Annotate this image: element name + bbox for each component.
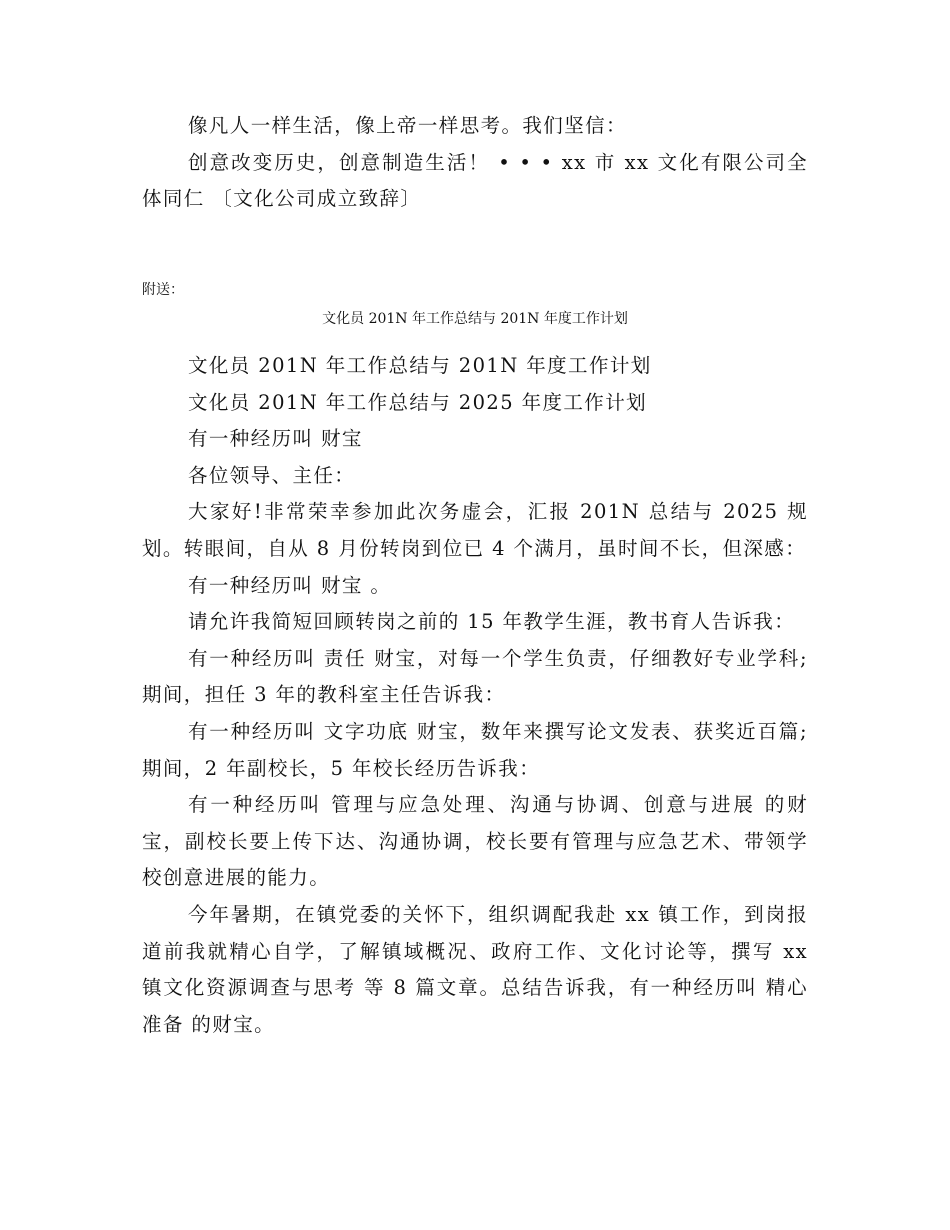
report-body: [142, 348, 808, 1043]
report-paragraph: 有一种经历叫 财宝 。: [188, 573, 392, 597]
intro-paragraph: 创意改变历史，创意制造生活！ • • • xx 市 xx 文化有限公司全体同仁 〔文化公司成立致辞〕: [142, 150, 808, 211]
report-paragraph: 请允许我简短回顾转岗之前的 15 年教学生涯，教书育人告诉我：: [188, 610, 796, 634]
report-paragraph: 文化员 201N 年工作总结与 201N 年度工作计划: [188, 354, 652, 377]
attachment-label: 附送：: [142, 282, 184, 298]
report-paragraph: 今年暑期，在镇党委的关怀下，组织调配我赴 xx 镇工作，到岗报道前我就精心自学，了解镇域概况、政府工作、文化讨论等，撰写 xx 镇文化资源调查与思考 等 8 篇文章。总结告诉我，有一种经历叫 精心准备 的财宝。: [142, 902, 808, 1036]
intro-block: [142, 108, 808, 218]
report-paragraph: 有一种经历叫 管理与应急处理、沟通与协调、创意与进展 的财宝，副校长要上传下达、沟通协调，校长要有管理与应急艺术、带领学校创意进展的能力。: [142, 793, 808, 890]
report-paragraph: 有一种经历叫 责任 财宝，对每一个学生负责，仔细教好专业学科;期间，担任 3 年的教科室主任告诉我：: [142, 646, 808, 707]
report-paragraph: 文化员 201N 年工作总结与 2025 年度工作计划: [188, 390, 648, 414]
attachment-subtitle: 文化员 201N 年工作总结与 201N 年度工作计划: [322, 311, 628, 327]
report-paragraph: 有一种经历叫 文字功底 财宝，数年来撰写论文发表、获奖近百篇;期间，2 年副校长，5 年校长经历告诉我：: [142, 719, 808, 780]
report-paragraph: 有一种经历叫 财宝: [188, 427, 363, 451]
report-paragraph: 各位领导、主任：: [188, 463, 356, 487]
intro-paragraph: 像凡人一样生活，像上帝一样思考。我们坚信：: [188, 114, 627, 137]
report-paragraph: 大家好!非常荣幸参加此次务虚会，汇报 201N 总结与 2025 规划。转眼间，自从 8 月份转岗到位已 4 个满月，虽时间不长，但深感：: [142, 500, 808, 560]
